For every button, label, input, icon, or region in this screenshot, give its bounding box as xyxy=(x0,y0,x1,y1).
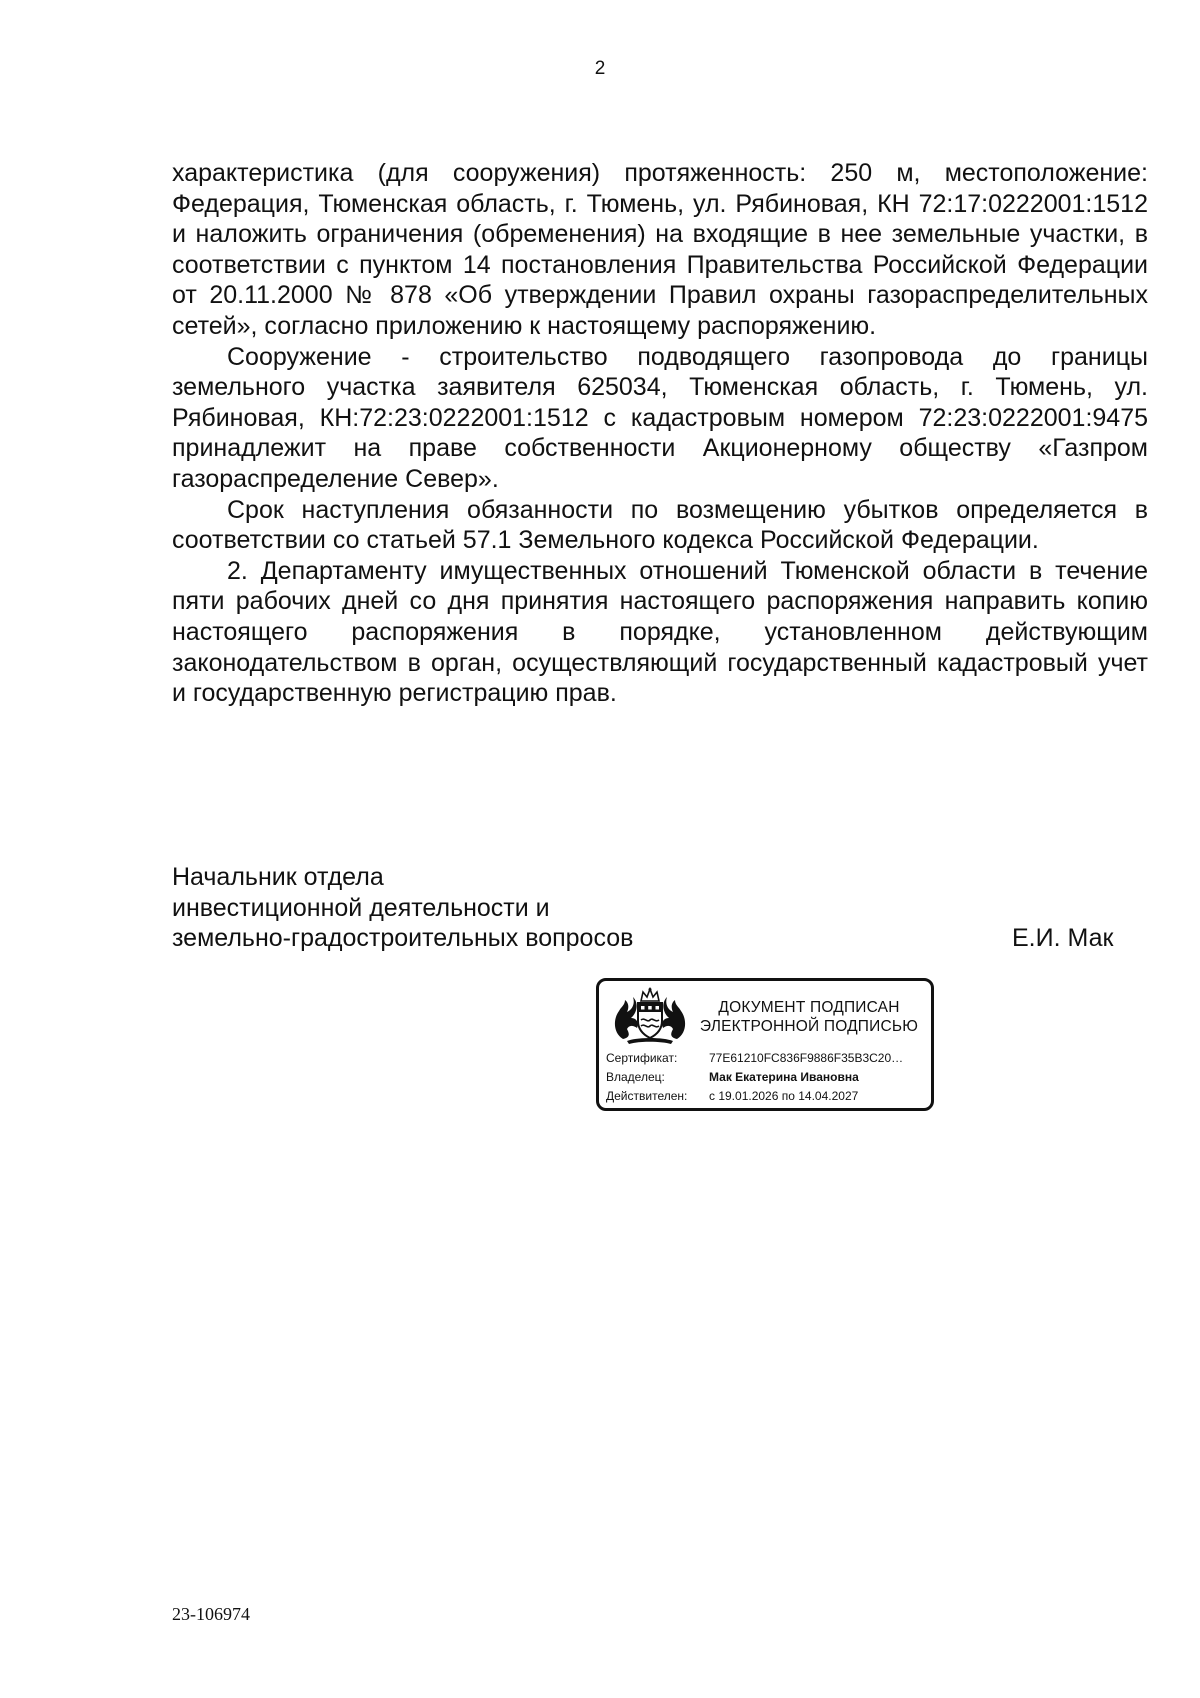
signer-name: Е.И. Мак xyxy=(1012,924,1114,952)
document-registration-number: 23-106974 xyxy=(172,1604,250,1624)
owner-label: Владелец: xyxy=(606,1070,665,1084)
owner-value: Мак Екатерина Ивановна xyxy=(709,1070,859,1084)
certificate-label: Сертификат: xyxy=(606,1051,678,1065)
signer-position-line: земельно-градостроительных вопросов xyxy=(172,924,634,953)
paragraph-structure-ownership: Сооружение - строительство подводящего газопровода до границы земельного участка заявителя 625034, Тюменская область, г. Тюмень, ул. Рябиновая, КН:72:23:0222001:1512 с кадастровым номером 72:23:0222001:9475 принадлежит на праве собственности Акционерному обществу «Газпром газораспределение Север». xyxy=(172,342,1148,493)
paragraph-department-instruction: 2. Департаменту имущественных отношений Тюменской области в течение пяти рабочих дней со дня принятия настоящего распоряжения направить копию настоящего распоряжения в порядке, установленном действующим законодательством в орган, осуществляющий государственный кадастровый учет и государственную регистрацию прав. xyxy=(172,556,1148,708)
validity-value: с 19.01.2026 по 14.04.2027 xyxy=(709,1089,859,1103)
paragraph-compensation-term: Срок наступления обязанности по возмещению убытков определяется в соответствии со статьей 57.1 Земельного кодекса Российской Федерации. xyxy=(172,495,1148,555)
paragraph-characteristics: характеристика (для сооружения) протяженность: 250 м, местоположение: Федерация, Тюменская область, г. Тюмень, ул. Рябиновая, КН 72:17:0222001:1512 и наложить ограничения (обременения) на входящие в нее земельные участки, в соответствии с пунктом 14 постановления Правительства Российской Федерации от 20.11.2000 № 878 «Об утверждении Правил охраны газораспределительных сетей», согласно приложению к настоящему распоряжению. xyxy=(172,159,1148,340)
stamp-validity-row xyxy=(606,1089,858,1103)
document-body xyxy=(172,158,1148,709)
stamp-title-line: ДОКУМЕНТ ПОДПИСАН xyxy=(718,999,900,1016)
validity-label: Действителен: xyxy=(606,1089,688,1103)
stamp-title xyxy=(689,998,929,1036)
certificate-value: 77E61210FC836F9886F35B3C20… xyxy=(709,1051,904,1065)
stamp-certificate-row xyxy=(606,1051,903,1065)
signer-position xyxy=(172,862,633,954)
coat-of-arms-icon xyxy=(609,987,691,1047)
stamp-owner-row xyxy=(606,1070,859,1084)
signer-position-line: инвестиционной деятельности и xyxy=(172,893,550,922)
stamp-title-line: ЭЛЕКТРОННОЙ ПОДПИСЬЮ xyxy=(699,1018,919,1035)
signer-position-line: Начальник отдела xyxy=(172,863,384,891)
page-number: 2 xyxy=(594,58,606,79)
electronic-signature-stamp xyxy=(596,978,934,1111)
